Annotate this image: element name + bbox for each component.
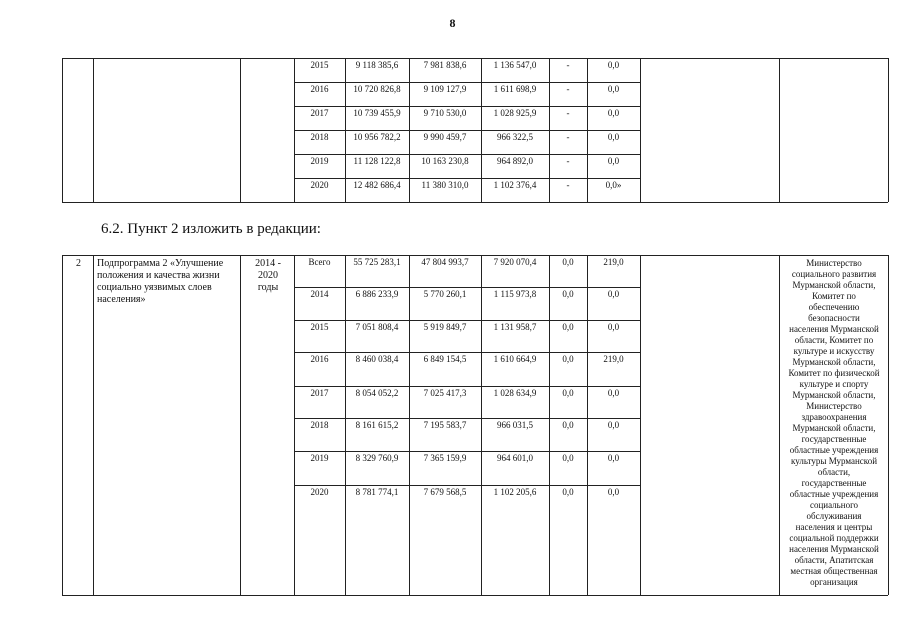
table-cell-total: 10 720 826,8 bbox=[353, 84, 401, 94]
table-cell-federal: 7 920 070,4 bbox=[493, 257, 537, 267]
table-cell-year: 2017 bbox=[310, 388, 329, 398]
table-rule bbox=[93, 255, 94, 595]
executor-line: обеспечению bbox=[808, 302, 860, 312]
executor-line: Комитет по bbox=[812, 291, 856, 301]
executor-line: Министерство bbox=[806, 258, 862, 268]
table-rule bbox=[294, 418, 640, 419]
table-rule bbox=[62, 202, 888, 203]
row-number: 2 bbox=[76, 258, 81, 269]
table-rule bbox=[62, 255, 63, 595]
table-cell-regional: 7 981 838,6 bbox=[423, 60, 467, 70]
table-cell-federal: 966 031,5 bbox=[497, 420, 533, 430]
table-cell-year: 2015 bbox=[310, 60, 329, 70]
executor-line: Мурманской области, bbox=[792, 280, 876, 290]
table-rule bbox=[294, 386, 640, 387]
executor-line: социального развития bbox=[791, 269, 877, 279]
table-cell-other: 0,0 bbox=[607, 289, 620, 299]
page-number: 8 bbox=[449, 16, 456, 30]
executor-line: областные учреждения bbox=[789, 489, 879, 499]
table-rule bbox=[294, 320, 640, 321]
table-cell-regional: 9 710 530,0 bbox=[423, 108, 467, 118]
executor-line: области, Апатитская bbox=[794, 555, 874, 565]
table-cell-local: 0,0 bbox=[562, 487, 574, 497]
executor-line: государственные bbox=[801, 434, 867, 444]
table-cell-other: 0,0 bbox=[607, 420, 620, 430]
table-cell-other: 0,0 bbox=[607, 453, 620, 463]
table-rule bbox=[294, 485, 640, 486]
table-cell-regional: 9 109 127,9 bbox=[423, 84, 467, 94]
table-cell-regional: 9 990 459,7 bbox=[423, 132, 467, 142]
table-cell-year: 2014 bbox=[310, 289, 329, 299]
table-cell-other: 0,0 bbox=[607, 108, 620, 118]
executor-line: населения Мурманской bbox=[789, 544, 879, 554]
subprogram-years bbox=[244, 258, 292, 294]
table-rule bbox=[93, 58, 94, 202]
table-cell-federal: 964 892,0 bbox=[497, 156, 533, 166]
table-cell-local: 0,0 bbox=[562, 289, 574, 299]
table-rule bbox=[779, 255, 780, 595]
executor-line: местная общественная bbox=[790, 566, 878, 576]
table-cell-federal: 1 028 925,9 bbox=[493, 108, 537, 118]
table-rule bbox=[294, 154, 640, 155]
executor-line: области, Комитет по bbox=[794, 335, 874, 345]
table-cell-other: 0,0 bbox=[607, 84, 620, 94]
executor-line: Мурманской области, bbox=[792, 390, 876, 400]
table-cell-federal: 1 610 664,9 bbox=[493, 354, 537, 364]
table-cell-year: 2018 bbox=[310, 420, 329, 430]
table-cell-federal: 966 322,5 bbox=[497, 132, 533, 142]
table-cell-local: 0,0 bbox=[562, 354, 574, 364]
executor-line: безопасности bbox=[808, 313, 860, 323]
table-rule bbox=[62, 58, 888, 59]
table-cell-year: 2018 bbox=[310, 132, 329, 142]
executor-line: организация bbox=[810, 577, 858, 587]
table-cell-other: 0,0» bbox=[605, 180, 622, 190]
executor-line: Мурманской области, bbox=[792, 423, 876, 433]
table-cell-total: 8 460 038,4 bbox=[355, 354, 399, 364]
executor-line: Министерство bbox=[806, 401, 862, 411]
table-cell-regional: 5 770 260,1 bbox=[423, 289, 467, 299]
table-cell-federal: 1 102 205,6 bbox=[493, 487, 537, 497]
executor-line: Комитет по физической bbox=[788, 368, 880, 378]
table-cell-local: - bbox=[566, 60, 570, 70]
table-cell-local: 0,0 bbox=[562, 322, 574, 332]
table-cell-local: 0,0 bbox=[562, 420, 574, 430]
table-rule bbox=[779, 58, 780, 202]
table-rule bbox=[888, 255, 889, 595]
executors-cell bbox=[782, 258, 886, 588]
table-cell-federal: 1 611 698,9 bbox=[493, 84, 537, 94]
table-cell-year: 2016 bbox=[310, 84, 329, 94]
table-cell-total: 7 051 808,4 bbox=[355, 322, 399, 332]
executor-line: государственные bbox=[801, 478, 867, 488]
table-rule bbox=[294, 106, 640, 107]
table-cell-year: 2015 bbox=[310, 322, 329, 332]
table-cell-local: - bbox=[566, 108, 570, 118]
table-cell-year: 2020 bbox=[310, 487, 329, 497]
executor-line: областные учреждения bbox=[789, 445, 879, 455]
table-rule bbox=[640, 58, 641, 202]
table-cell-other: 219,0 bbox=[603, 354, 624, 364]
table-rule bbox=[888, 58, 889, 202]
table-cell-regional: 11 380 310,0 bbox=[421, 180, 469, 190]
executor-line: Мурманской области, bbox=[792, 357, 876, 367]
table-cell-total: 9 118 385,6 bbox=[355, 60, 399, 70]
table-cell-year: 2016 bbox=[310, 354, 329, 364]
table-cell-year: Всего bbox=[308, 257, 331, 267]
table-cell-federal: 1 136 547,0 bbox=[493, 60, 537, 70]
table-cell-total: 10 739 455,9 bbox=[353, 108, 401, 118]
table-cell-total: 55 725 283,1 bbox=[353, 257, 401, 267]
years-line: годы bbox=[257, 282, 279, 293]
years-line: 2014 - bbox=[255, 258, 281, 269]
table-cell-local: - bbox=[566, 132, 570, 142]
table-cell-other: 0,0 bbox=[607, 132, 620, 142]
table-cell-other: 0,0 bbox=[607, 322, 620, 332]
table-rule bbox=[294, 82, 640, 83]
table-cell-total: 12 482 686,4 bbox=[353, 180, 401, 190]
table-cell-total: 10 956 782,2 bbox=[353, 132, 401, 142]
table-rule bbox=[240, 58, 241, 202]
executor-line: социальной поддержки bbox=[789, 533, 879, 543]
table-cell-total: 6 886 233,9 bbox=[355, 289, 399, 299]
table-cell-year: 2019 bbox=[310, 156, 329, 166]
executor-line: населения и центры bbox=[795, 522, 873, 532]
table-cell-year: 2020 bbox=[310, 180, 329, 190]
table-cell-regional: 7 025 417,3 bbox=[423, 388, 467, 398]
table-cell-local: - bbox=[566, 156, 570, 166]
table-rule bbox=[294, 352, 640, 353]
table-cell-other: 0,0 bbox=[607, 388, 620, 398]
subprogram-title: Подпрограмма 2 «Улучшение положения и качества жизни социально уязвимых слоев населения» bbox=[97, 258, 224, 305]
executor-line: социального bbox=[809, 500, 859, 510]
table-cell-other: 219,0 bbox=[603, 257, 624, 267]
executor-line: области, bbox=[817, 467, 851, 477]
table-rule bbox=[294, 451, 640, 452]
table-cell-other: 0,0 bbox=[607, 487, 620, 497]
table-cell-federal: 1 102 376,4 bbox=[493, 180, 537, 190]
table-cell-local: 0,0 bbox=[562, 388, 574, 398]
executor-line: здравоохранения bbox=[801, 412, 867, 422]
section-heading: 6.2. Пункт 2 изложить в редакции: bbox=[101, 221, 321, 237]
table-cell-regional: 5 919 849,7 bbox=[423, 322, 467, 332]
table-cell-federal: 1 028 634,9 bbox=[493, 388, 537, 398]
table-cell-local: - bbox=[566, 84, 570, 94]
table-cell-local: - bbox=[566, 180, 570, 190]
executor-line: культуре и спорту bbox=[799, 379, 869, 389]
table-cell-year: 2019 bbox=[310, 453, 329, 463]
table-cell-other: 0,0 bbox=[607, 60, 620, 70]
executor-line: населения Мурманской bbox=[789, 324, 879, 334]
table-cell-local: 0,0 bbox=[562, 453, 574, 463]
executor-line: обслуживания bbox=[806, 511, 862, 521]
table-cell-year: 2017 bbox=[310, 108, 329, 118]
table-cell-total: 11 128 122,8 bbox=[353, 156, 401, 166]
table-rule bbox=[240, 255, 241, 595]
table-cell-other: 0,0 bbox=[607, 156, 620, 166]
table-rule bbox=[62, 255, 888, 256]
table-cell-total: 8 161 615,2 bbox=[355, 420, 399, 430]
table-cell-regional: 7 195 583,7 bbox=[423, 420, 467, 430]
table-cell-regional: 6 849 154,5 bbox=[423, 354, 467, 364]
table-cell-regional: 7 679 568,5 bbox=[423, 487, 467, 497]
table-rule bbox=[640, 255, 641, 595]
table-cell-local: 0,0 bbox=[562, 257, 574, 267]
years-line: 2020 bbox=[258, 270, 278, 281]
executor-line: культуре и искусству bbox=[793, 346, 875, 356]
table-rule bbox=[294, 130, 640, 131]
table-rule bbox=[62, 58, 63, 202]
table-rule bbox=[62, 595, 888, 596]
table-rule bbox=[294, 287, 640, 288]
table-cell-total: 8 329 760,9 bbox=[355, 453, 399, 463]
executor-line: культуры Мурманской bbox=[790, 456, 878, 466]
table-cell-federal: 964 601,0 bbox=[497, 453, 533, 463]
table-cell-total: 8 054 052,2 bbox=[355, 388, 399, 398]
table-cell-federal: 1 131 958,7 bbox=[493, 322, 537, 332]
table-cell-federal: 1 115 973,8 bbox=[493, 289, 537, 299]
table-cell-total: 8 781 774,1 bbox=[355, 487, 399, 497]
table-cell-regional: 10 163 230,8 bbox=[421, 156, 469, 166]
table-cell-regional: 7 365 159,9 bbox=[423, 453, 467, 463]
table-rule bbox=[294, 178, 640, 179]
table-cell-regional: 47 804 993,7 bbox=[421, 257, 469, 267]
